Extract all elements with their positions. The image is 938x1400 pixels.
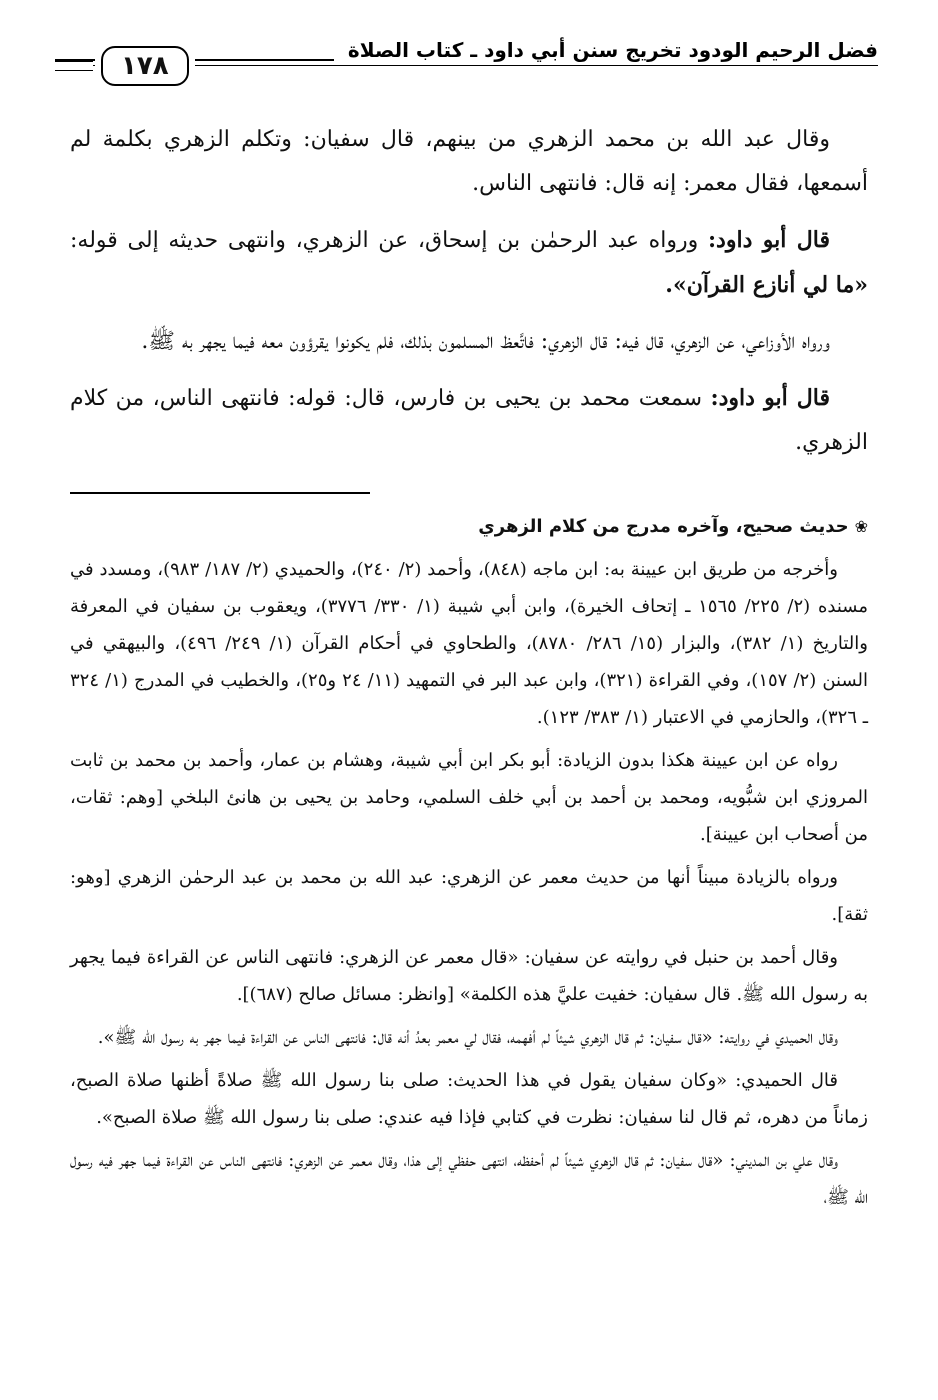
abu-dawud-label: قال أبو داود: (710, 385, 830, 411)
commentary-paragraph: وقال علي بن المديني: «قال سفيان: ثم قال الزهري شيئاً لم أحفظه، انتهى حفظي إلى هذا، وقال معمر عن الزهري: فانتهى الناس عن القراءة فيما جهر فيه رسول الله ﷺ، (70, 1150, 868, 1208)
flower-icon: ❀ (854, 517, 868, 536)
main-paragraph-3: ورواه الأوزاعي، عن الزهري، قال فيه: قال الزهري: فاتَّعظ المسلمون بذلك، فلم يكونوا يقرؤون معه فيما يجهر به ﷺ. (141, 329, 830, 354)
page-number: ١٧٨ (101, 46, 189, 86)
quote-text: «ما لي أنازع القرآن». (665, 272, 868, 298)
section-divider (70, 492, 370, 494)
commentary-paragraph: ورواه بالزيادة مبيناً أنها من حديث معمر عن الزهري: عبد الله بن محمد بن عبد الرحمٰن الزهري [وهو: ثقة]. (70, 867, 868, 925)
hadith-text (70, 118, 868, 477)
header-end-ornament (55, 60, 93, 71)
abu-dawud-label: قال أبو داود: (707, 227, 830, 253)
commentary-section (70, 508, 868, 1222)
commentary-paragraph: وأخرجه من طريق ابن عيينة به: ابن ماجه (٨٤٨)، وأحمد (٢/ ٢٤٠)، والحميدي (٢/ ١٨٧/ ٩٨٣)، ومسدد في مسنده (٢/ ٢٢٥/ ١٥٦٥ ـ إتحاف الخيرة)، وابن أبي شيبة (١/ ٣٣٠/ ٣٧٧٦)، ويعقوب بن سفيان في المعرفة والتاريخ (١/ ٣٨٢)، والبزار (١٥/ ٢٨٦/ ٨٧٨٠)، والطحاوي في أحكام القرآن (١/ ٢٤٩/ ٤٩٦)، والبيهقي في السنن (٢/ ١٥٧)، وفي القراءة (٣٢١)، وابن عبد البر في التمهيد (١١/ ٢٤ و٢٥)، والخطيب في المدرج (١/ ٣٢٤ ـ ٣٢٦)، والحازمي في الاعتبار (١/ ٣٨٣/ ١٢٣). (70, 559, 868, 728)
main-paragraph-2: قال أبو داود: ورواه عبد الرحمٰن بن إسحاق، عن الزهري، وانتهى حديثه إلى قوله: «ما لي أنازع القرآن». (70, 227, 868, 298)
main-paragraph-4: قال أبو داود: سمعت محمد بن يحيى بن فارس، قال: قوله: فانتهى الناس، من كلام الزهري. (70, 385, 868, 455)
header-title: فضل الرحيم الودود تخريج سنن أبي داود ـ كتاب الصلاة (347, 38, 878, 62)
commentary-paragraph: رواه عن ابن عيينة هكذا بدون الزيادة: أبو بكر ابن أبي شيبة، وهشام بن عمار، وأحمد بن محمد بن ثابت المروزي ابن شبُّويه، ومحمد بن أحمد بن أبي خلف السلمي، وحامد بن يحيى بن هانئ البلخي [وهم: ثقات، من أصحاب ابن عيينة]. (70, 750, 868, 845)
verdict-heading: ❀حديث صحيح، وآخره مدرج من كلام الزهري (70, 508, 868, 545)
running-header (55, 38, 878, 98)
commentary-paragraph: وقال الحميدي في روايته: «قال سفيان: ثم قال الزهري شيئاً لم أفهمه، فقال لي معمر بعدُ أنه قال: فانتهى الناس عن القراءة فيما جهر به رسول الله ﷺ». (97, 1027, 838, 1048)
main-paragraph-1: وقال عبد الله بن محمد الزهري من بينهم، قال سفيان: وتكلم الزهري بكلمة لم أسمعها، فقال معمر: إنه قال: فانتهى الناس. (70, 127, 868, 196)
commentary-paragraph: وقال أحمد بن حنبل في روايته عن سفيان: «قال معمر عن الزهري: فانتهى الناس عن القراءة فيما يجهر به رسول الله ﷺ. قال سفيان: خفيت عليَّ هذه الكلمة» [وانظر: مسائل صالح (٦٨٧)]. (70, 947, 868, 1005)
commentary-paragraph: قال الحميدي: «وكان سفيان يقول في هذا الحديث: صلى بنا رسول الله ﷺ صلاةً أظنها صلاة الصبح، زماناً من دهره، ثم قال لنا سفيان: نظرت في كتابي فإذا فيه عندي: صلى بنا رسول الله ﷺ صلاة الصبح». (70, 1070, 868, 1128)
